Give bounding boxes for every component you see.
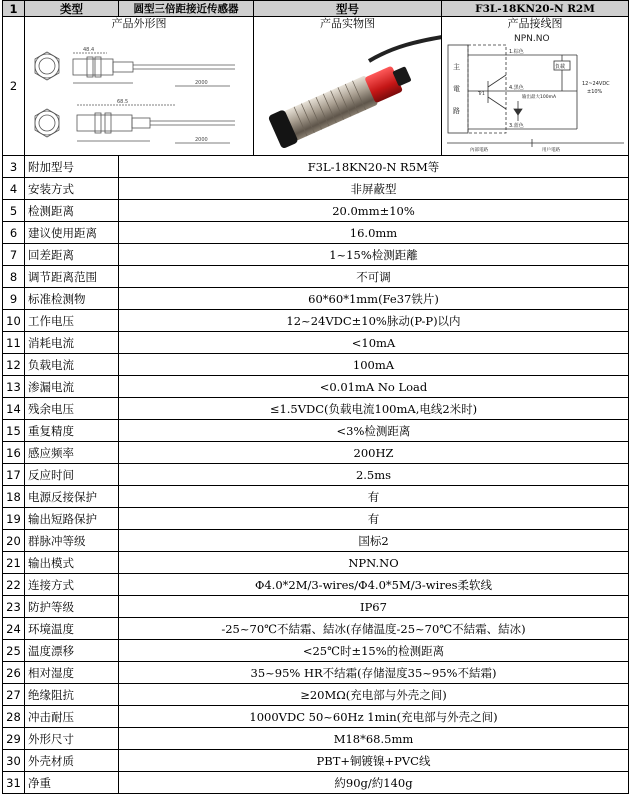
row-number: 31 — [3, 772, 25, 794]
spec-label: 冲击耐压 — [25, 706, 119, 728]
spec-row — [3, 442, 629, 464]
spec-label: 重复精度 — [25, 420, 119, 442]
circuit-label: 路 — [453, 107, 460, 115]
circuit-label: 主 — [453, 63, 460, 71]
spec-value: <3%检测距离 — [119, 420, 629, 442]
photo-caption: 产品实物图 — [320, 17, 375, 30]
spec-row — [3, 156, 629, 178]
spec-label: 附加型号 — [25, 156, 119, 178]
row-number: 9 — [3, 288, 25, 310]
spec-label: 感应频率 — [25, 442, 119, 464]
type-value: 圆型三倍距接近传感器 — [119, 1, 254, 17]
row-number: 25 — [3, 640, 25, 662]
spec-label: 环境温度 — [25, 618, 119, 640]
spec-value: 1~15%检测距離 — [119, 244, 629, 266]
spec-label: 输出模式 — [25, 552, 119, 574]
output-current-label: 输出最大100mA — [522, 95, 557, 100]
load-label: 負載 — [555, 64, 566, 70]
photo-cell — [254, 17, 442, 156]
spec-label: 电源反接保护 — [25, 486, 119, 508]
row-number: 18 — [3, 486, 25, 508]
wire-brown-label: 1.棕色 — [509, 49, 524, 55]
spec-value: -25~70℃不結霜、結冰(存储温度-25~70℃不結霜、結冰) — [119, 618, 629, 640]
product-photo — [254, 31, 441, 153]
spec-row — [3, 464, 629, 486]
spec-label: 安装方式 — [25, 178, 119, 200]
spec-label: 防护等级 — [25, 596, 119, 618]
spec-value: ≤1.5VDC(负载电流100mA,电线2米时) — [119, 398, 629, 420]
spec-label: 调节距离范围 — [25, 266, 119, 288]
spec-value: 有 — [119, 508, 629, 530]
spec-row — [3, 618, 629, 640]
spec-row — [3, 728, 629, 750]
spec-row — [3, 332, 629, 354]
spec-value: 12~24VDC±10%脉动(P-P)以内 — [119, 310, 629, 332]
spec-row — [3, 486, 629, 508]
spec-value: ≥20MΩ(充电部与外壳之间) — [119, 684, 629, 706]
dim-label: 48.4 — [83, 47, 95, 53]
row-number: 20 — [3, 530, 25, 552]
type-label: 类型 — [25, 1, 119, 17]
row-number: 29 — [3, 728, 25, 750]
spec-value: 国标2 — [119, 530, 629, 552]
spec-row — [3, 684, 629, 706]
spec-value: PBT+铜镀镍+PVC线 — [119, 750, 629, 772]
row-number: 19 — [3, 508, 25, 530]
spec-value: 100mA — [119, 354, 629, 376]
row-number: 13 — [3, 376, 25, 398]
spec-label: 群脉冲等级 — [25, 530, 119, 552]
row-number: 17 — [3, 464, 25, 486]
spec-value: <25℃时±15%的检测距离 — [119, 640, 629, 662]
spec-value: 有 — [119, 486, 629, 508]
spec-row — [3, 750, 629, 772]
model-label: 型号 — [254, 1, 442, 17]
spec-row — [3, 288, 629, 310]
spec-label: 建议使用距离 — [25, 222, 119, 244]
spec-row — [3, 200, 629, 222]
row-number: 22 — [3, 574, 25, 596]
wire-blue-label: 3.蓝色 — [509, 123, 524, 129]
spec-label: 标准检测物 — [25, 288, 119, 310]
row-number: 6 — [3, 222, 25, 244]
spec-value: 1000VDC 50~60Hz 1min(充电部与外壳之间) — [119, 706, 629, 728]
spec-value: 200HZ — [119, 442, 629, 464]
row-number: 30 — [3, 750, 25, 772]
spec-label: 渗漏电流 — [25, 376, 119, 398]
spec-value: 不可调 — [119, 266, 629, 288]
spec-row — [3, 244, 629, 266]
spec-row — [3, 508, 629, 530]
row-number: 24 — [3, 618, 25, 640]
wiring-cell — [442, 17, 629, 156]
row-number: 12 — [3, 354, 25, 376]
wiring-diagram — [442, 31, 628, 153]
spec-row — [3, 398, 629, 420]
spec-value: M18*68.5mm — [119, 728, 629, 750]
spec-row — [3, 354, 629, 376]
spec-value: 約90g/約140g — [119, 772, 629, 794]
row-number: 26 — [3, 662, 25, 684]
spec-label: 检测距离 — [25, 200, 119, 222]
outline-caption: 产品外形图 — [111, 17, 167, 30]
spec-table — [2, 0, 629, 794]
row-number: 2 — [3, 17, 25, 156]
row-number: 5 — [3, 200, 25, 222]
spec-row — [3, 772, 629, 794]
row-number: 15 — [3, 420, 25, 442]
spec-value: F3L-18KN20-N R5M等 — [119, 156, 629, 178]
user-circuit-label: 用戶電路 — [542, 148, 560, 153]
spec-value: <0.01mA No Load — [119, 376, 629, 398]
spec-label: 连接方式 — [25, 574, 119, 596]
spec-row — [3, 266, 629, 288]
spec-label: 工作电压 — [25, 310, 119, 332]
spec-label: 外形尺寸 — [25, 728, 119, 750]
spec-value: 60*60*1mm(Fe37铁片) — [119, 288, 629, 310]
wiring-title: NPN.NO — [514, 34, 550, 44]
spec-value: 20.0mm±10% — [119, 200, 629, 222]
image-row — [3, 17, 629, 156]
spec-label: 温度漂移 — [25, 640, 119, 662]
row-number: 28 — [3, 706, 25, 728]
spec-value: <10mA — [119, 332, 629, 354]
spec-label: 绝缘阻抗 — [25, 684, 119, 706]
spec-label: 消耗电流 — [25, 332, 119, 354]
spec-row — [3, 706, 629, 728]
header-row — [3, 1, 629, 17]
spec-label: 输出短路保护 — [25, 508, 119, 530]
spec-value: 非屏蔽型 — [119, 178, 629, 200]
spec-label: 负载电流 — [25, 354, 119, 376]
transistor-label: Tr1 — [478, 92, 485, 97]
spec-row — [3, 574, 629, 596]
spec-row — [3, 310, 629, 332]
supply-voltage-label: 12~24VDC — [582, 81, 610, 87]
wire-black-label: 4.黑色 — [509, 85, 524, 91]
spec-label: 残余电压 — [25, 398, 119, 420]
spec-row — [3, 376, 629, 398]
spec-label: 反应时间 — [25, 464, 119, 486]
spec-row — [3, 596, 629, 618]
row-number: 11 — [3, 332, 25, 354]
outline-cell — [25, 17, 254, 156]
row-number: 27 — [3, 684, 25, 706]
model-value: F3L-18KN20-N R2M — [442, 1, 629, 17]
row-number: 16 — [3, 442, 25, 464]
spec-row — [3, 640, 629, 662]
spec-row — [3, 552, 629, 574]
spec-value: 2.5ms — [119, 464, 629, 486]
spec-label: 回差距离 — [25, 244, 119, 266]
spec-row — [3, 662, 629, 684]
row-number: 21 — [3, 552, 25, 574]
row-number: 4 — [3, 178, 25, 200]
spec-row — [3, 420, 629, 442]
outline-drawing — [25, 31, 253, 153]
spec-label: 外壳材质 — [25, 750, 119, 772]
dim-label: 68.5 — [117, 99, 129, 105]
spec-value: IP67 — [119, 596, 629, 618]
row-number: 7 — [3, 244, 25, 266]
spec-value: 35~95% HR不结霜(存储湿度35~95%不結霜) — [119, 662, 629, 684]
row-number: 10 — [3, 310, 25, 332]
row-number: 23 — [3, 596, 25, 618]
supply-tolerance-label: ±10% — [587, 89, 603, 95]
spec-value: Φ4.0*2M/3-wires/Φ4.0*5M/3-wires柔软线 — [119, 574, 629, 596]
spec-row — [3, 178, 629, 200]
spec-row — [3, 530, 629, 552]
row-number: 8 — [3, 266, 25, 288]
spec-row — [3, 222, 629, 244]
row-number: 14 — [3, 398, 25, 420]
spec-label: 相对湿度 — [25, 662, 119, 684]
spec-value: 16.0mm — [119, 222, 629, 244]
row-number: 3 — [3, 156, 25, 178]
dim-label: 2000 — [195, 80, 208, 86]
row-number: 1 — [3, 1, 25, 17]
spec-value: NPN.NO — [119, 552, 629, 574]
inner-circuit-label: 內部電路 — [470, 148, 488, 153]
dim-label: 2000 — [195, 137, 208, 143]
spec-label: 净重 — [25, 772, 119, 794]
circuit-label: 電 — [453, 85, 460, 93]
wiring-caption: 产品接线图 — [507, 17, 563, 30]
